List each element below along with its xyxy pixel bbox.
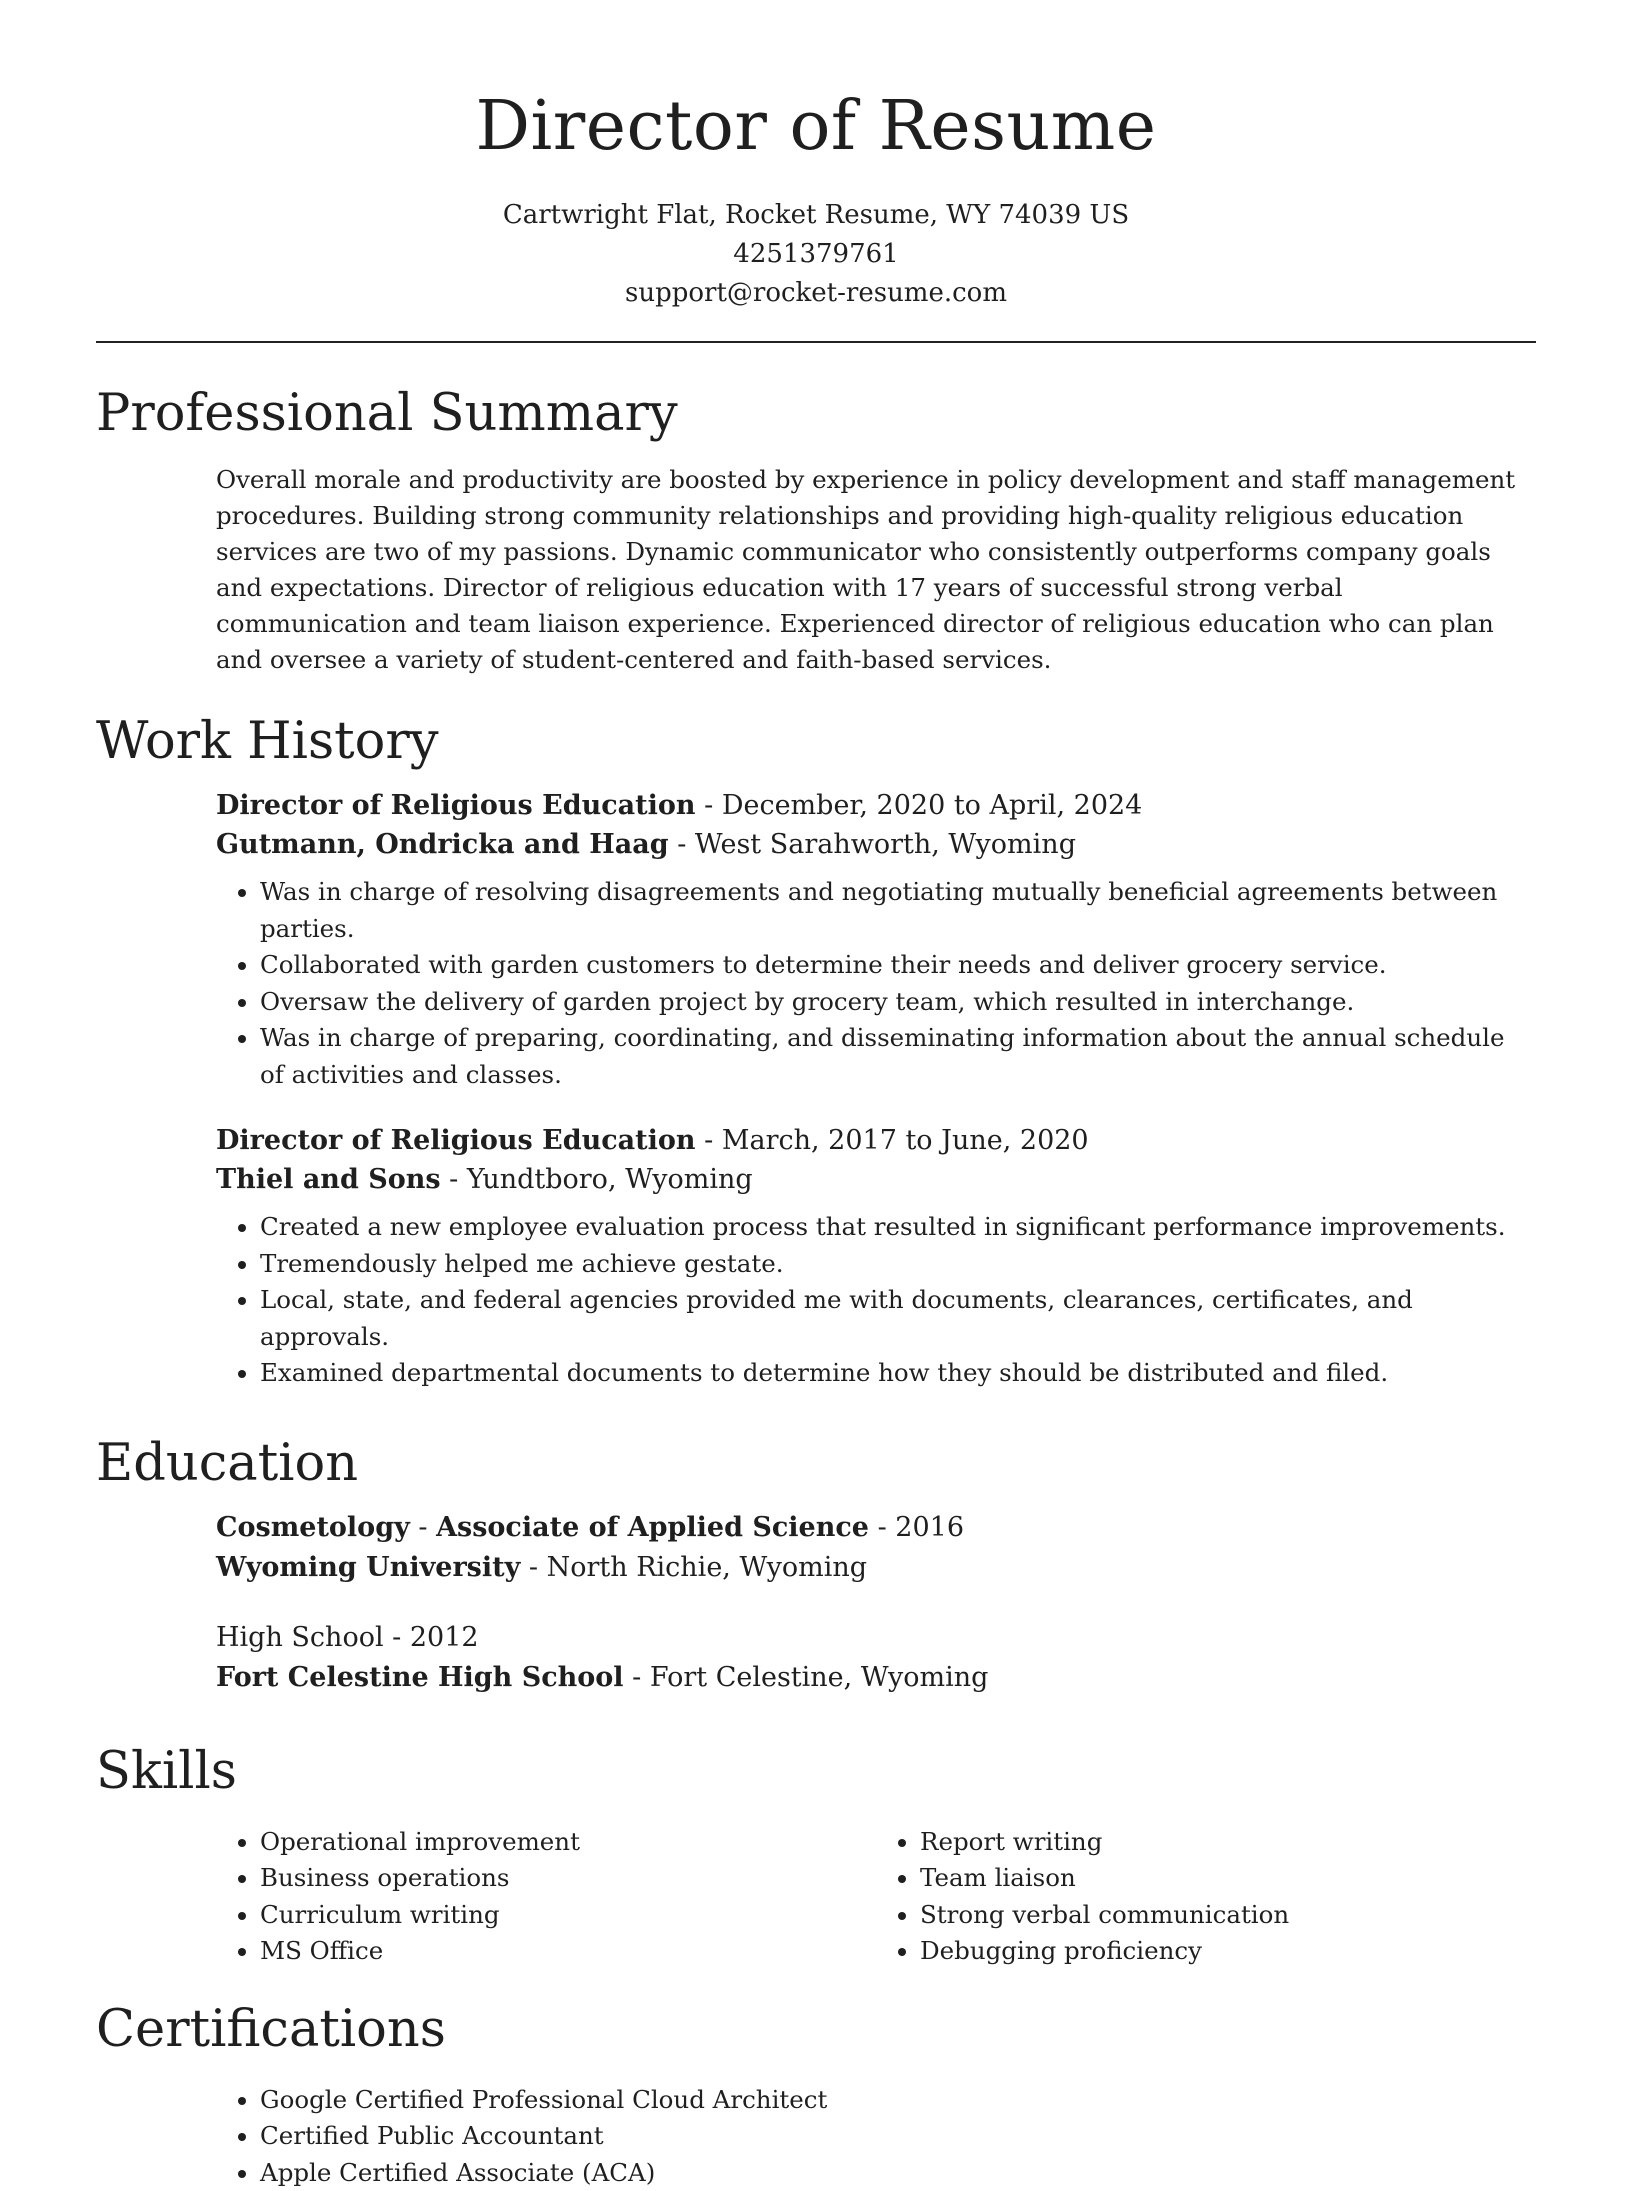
education-school: Wyoming University [216,1552,520,1583]
skills-column-right [876,1824,1536,1970]
summary-text: Overall morale and productivity are boosted by experience in policy development and staff management procedures. Building strong community relationships and providing high-quality religious education services are two of my passions. Dynamic communicator who consistently outperforms company goals and expectations. Director of religious education with 17 years of successful strong verbal communication and team liaison experience. Experienced director of religious education who can plan and oversee a variety of student-centered and faith-based services. [216,462,1536,678]
education-sep: - [410,1512,436,1543]
job-dates: - March, 2017 to June, 2020 [696,1125,1089,1156]
certifications-bullets [216,2082,1536,2191]
education-location: - Fort Celestine, Wyoming [624,1662,989,1693]
certifications-heading: Certifications [96,1986,1536,2074]
summary-heading: Professional Summary [96,370,1536,458]
certification-item: • Certified Public Accountant [260,2118,1536,2155]
education-entry [216,1618,1536,1698]
education-school: Fort Celestine High School [216,1662,624,1693]
phone: 4251379761 [0,235,1632,274]
education-degree-line [216,1618,1536,1658]
skills-list [216,1824,1536,1970]
job-bullet: • Was in charge of preparing, coordinating, and disseminating information about the annual schedule of activities and classes. [260,1020,1536,1093]
skill-item: • Team liaison [920,1860,1536,1897]
job-title: Director of Religious Education [216,1125,696,1156]
resume-content [96,370,1536,2191]
job-bullet: • Was in charge of resolving disagreements and negotiating mutually beneficial agreements between parties. [260,874,1536,947]
job-bullet: • Tremendously helped me achieve gestate. [260,1246,1536,1283]
skill-item: • Debugging proficiency [920,1933,1536,1970]
job-bullet: • Collaborated with garden customers to determine their needs and deliver grocery service. [260,947,1536,984]
skill-item: • Operational improvement [260,1824,876,1861]
education-field: Cosmetology [216,1512,410,1543]
education-degree-line [216,1508,1536,1548]
skill-item: • MS Office [260,1933,876,1970]
job-company-line [216,825,1536,864]
certification-item: • Apple Certified Associate (ACA) [260,2155,1536,2191]
education-school-line [216,1658,1536,1698]
work-history-heading: Work History [96,698,1536,786]
job-location: - Yundtboro, Wyoming [441,1164,753,1195]
email: support@rocket-resume.com [0,274,1632,313]
education-year: - 2016 [869,1512,964,1543]
education-location: - North Richie, Wyoming [520,1552,867,1583]
education-entry [216,1508,1536,1588]
job-location: - West Sarahworth, Wyoming [669,829,1076,860]
skills-column-left [216,1824,876,1970]
certifications-list [216,2082,1536,2191]
job-company: Thiel and Sons [216,1164,441,1195]
job-bullet: • Local, state, and federal agencies provided me with documents, clearances, certificates, and approvals. [260,1282,1536,1355]
address: Cartwright Flat, Rocket Resume, WY 74039 US [0,196,1632,235]
education-degree: Associate of Applied Science [436,1512,869,1543]
certification-item: • Google Certified Professional Cloud Architect [260,2082,1536,2119]
education-school-line [216,1548,1536,1588]
job-company-line [216,1160,1536,1199]
job-entry [216,786,1536,1093]
skills-heading: Skills [96,1728,1536,1816]
resume-header [0,0,1632,313]
contact-info [0,196,1632,313]
job-bullet: • Examined departmental documents to determine how they should be distributed and filed. [260,1355,1536,1392]
skill-item: • Report writing [920,1824,1536,1861]
job-dates: - December, 2020 to April, 2024 [696,790,1143,821]
education-heading: Education [96,1420,1536,1508]
job-entry [216,1121,1536,1392]
job-bullets [216,1209,1536,1392]
skill-item: • Strong verbal communication [920,1897,1536,1934]
job-title: Director of Religious Education [216,790,696,821]
education [216,1508,1536,1698]
candidate-name: Director of Resume [0,88,1632,166]
work-history [216,786,1536,1392]
job-bullet: • Created a new employee evaluation process that resulted in significant performance improvements. [260,1209,1536,1246]
job-title-line [216,786,1536,825]
job-title-line [216,1121,1536,1160]
education-year: High School - 2012 [216,1622,479,1653]
skill-item: • Business operations [260,1860,876,1897]
job-bullets [216,874,1536,1093]
job-company: Gutmann, Ondricka and Haag [216,829,669,860]
skill-item: • Curriculum writing [260,1897,876,1934]
job-bullet: • Oversaw the delivery of garden project by grocery team, which resulted in interchange. [260,984,1536,1021]
header-divider [96,341,1536,343]
